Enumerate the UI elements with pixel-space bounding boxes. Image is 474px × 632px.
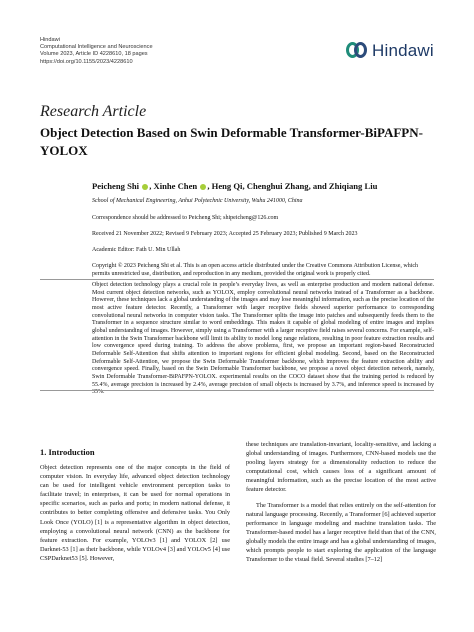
author-name: Chenghui Zhang xyxy=(246,181,309,191)
author-name: Xinhe Chen xyxy=(153,181,198,191)
abstract-bottom-rule xyxy=(40,390,434,391)
journal-meta xyxy=(40,37,153,66)
correspondence: Correspondence should be addressed to Peicheng Shi; shipeicheng@126.com xyxy=(92,215,279,221)
author-list: Peicheng Shi , Xinhe Chen , Heng Qi, Chenghui Zhang, and Zhiqiang Liu xyxy=(92,181,378,191)
article-type: Research Article xyxy=(40,103,147,120)
author-name: Zhiqiang Liu xyxy=(328,181,378,191)
paragraph: these techniques are translation-invariant, locality-sensitive, and lacking a global understanding of images. Furthermore, CNN-based models use the pooling layers strategy for a dimensionality reduction to reduce the computational cost, which causes loss of a significant amount of meaningful information, such as the precise location of the most active feature detector. xyxy=(246,441,436,494)
author-name: Peicheng Shi xyxy=(92,181,140,191)
section-heading: 1. Introduction xyxy=(40,447,95,457)
academic-editor: Academic Editor: Fath U. Min Ullah xyxy=(92,247,181,253)
publisher-name: Hindawi xyxy=(40,37,60,43)
abstract: Object detection technology plays a crucial role in people’s everyday lives, as well as enterprise production and modern national defense. Most current object detection networks, such as YOLOX, employ convolutional neural networks instead of a Transformer as a backbone. However, these techniques lack a global understanding of the images and may lose meaningful information, such as the precise location of the most active feature detector. Recently, a Transformer with larger receptive fields showed superior performance to corresponding convolutional neural networks in computer vision tasks. The Transformer splits the image into patches and subsequently feeds them to the Transformer in a sequence structure similar to word embeddings. This makes it capable of global modeling of entire images and implies global understanding of images. However, simply using a Transformer with a larger receptive field raises several concerns. For example, self-attention in the Swin Transformer backbone will limit its ability to model long range relations, resulting in poor feature extraction results and low convergence speed during training. To address the above problems, first, we propose an important region-based Reconstructed Deformable Self-Attention that shifts attention to important regions for efficient global modeling. Second, based on the Reconstructed Deformable Self-Attention, we propose the Swin Deformable Transformer backbone, which improves the feature extraction ability and convergence speed. Finally, based on the Swin Deformable Transformer backbone, we propose a novel object detection network, namely, Swin Deformable Transformer-BiPAFPN-YOLOX. experimental results on the COCO dataset show that the training period is reduced by 55.4%, average precision is increased by 2.4%, average precision of small objects is increased by 3.7%, and inference speed is increased by 35%. xyxy=(92,282,434,396)
hindawi-logo-icon xyxy=(346,40,368,62)
paragraph: Object detection represents one of the major concepts in the field of computer vision. In everyday life, advanced object detection technology can be used for intelligent vehicle environment perception tasks to facilitate travel; in enterprises, it can be used for normal operations in specific scenarios, such as parks and ports; in modern national defense, it contributes to better completing offensive and defensive tasks. You Only Look Once (YOLO) [1] is a representative algorithm in object detection, employing a convolutional neural network (CNN) as the backbone for feature extraction. For example, YOLOv3 [1] and YOLOX [2] use Darknet-53 [1] as their backbone, while YOLOv4 [3] and YOLOv5 [4] use CSPDarknet53 [5]. However, xyxy=(40,464,230,562)
copyright-notice: Copyright © 2023 Peicheng Shi et al. This is an open access article distributed under the Creative Commons Attribution License, which permits unrestricted use, distribution, and reproduction in any medium, provided the original work is properly cited. xyxy=(92,263,419,277)
publication-dates: Received 21 November 2022; Revised 9 February 2023; Accepted 25 February 2023; Published 9 March 2023 xyxy=(92,231,358,237)
doi-link[interactable]: https://doi.org/10.1155/2023/4228610 xyxy=(40,58,133,65)
right-column xyxy=(246,440,436,564)
affiliation: School of Mechanical Engineering, Anhui Polytechnic University, Wuhu 241000, China xyxy=(92,198,303,204)
paper-title: Object Detection Based on Swin Deformable Transformer-BiPAFPN-YOLOX xyxy=(40,125,423,158)
paragraph: The Transformer is a model that relies entirely on the self-attention for natural language processing. Recently, a Transformer [6] achieved superior performance in language modeling and machine translation tasks. The Transformer-based model has a larger receptive field than that of the CNN, globally models the entire image and has a global understanding of images, which prompts people to start exploring the application of the language Transformer to the visual field. Several studies [7–12] xyxy=(246,501,436,564)
journal-name: Computational Intelligence and Neuroscience xyxy=(40,44,153,51)
orcid-icon[interactable] xyxy=(200,184,206,190)
abstract-top-rule xyxy=(40,279,434,280)
publisher-logo xyxy=(346,40,434,62)
volume-info: Volume 2023, Article ID 4228610, 18 pages xyxy=(40,51,148,58)
author-name: Heng Qi xyxy=(211,181,243,191)
orcid-icon[interactable] xyxy=(142,184,148,190)
left-column xyxy=(40,463,230,563)
logo-wordmark: Hindawi xyxy=(372,41,434,60)
